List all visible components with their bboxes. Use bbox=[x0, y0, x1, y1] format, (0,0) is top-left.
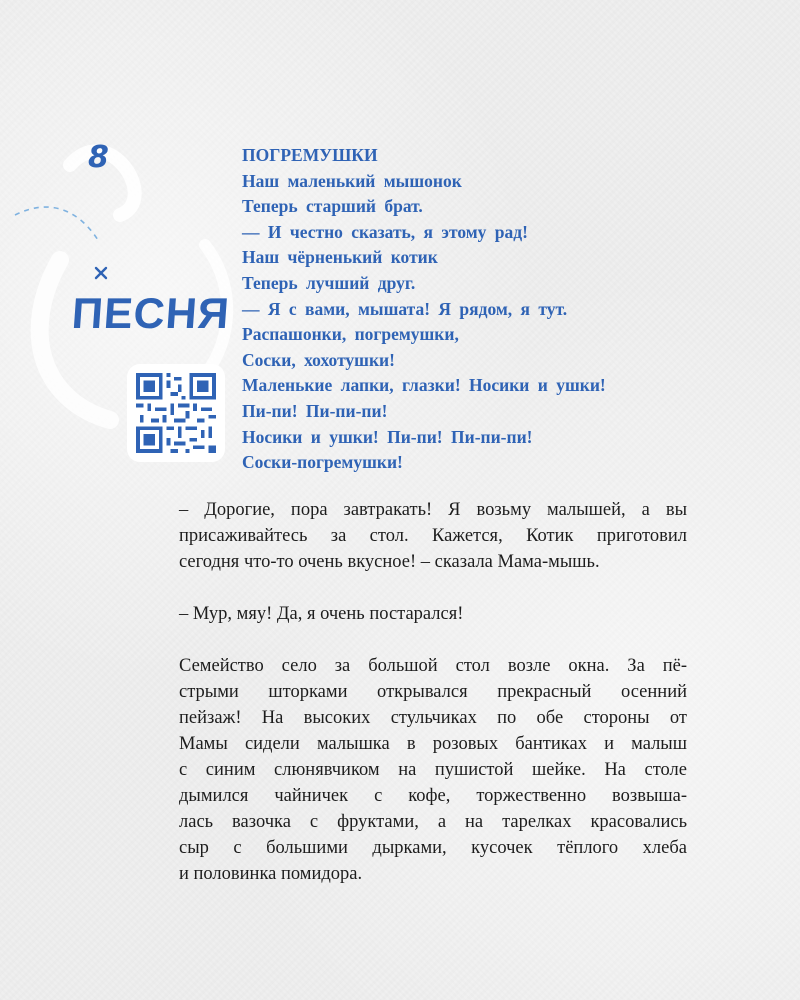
song-line: Наш маленький мышонок bbox=[242, 170, 462, 191]
song-line: Теперь лучший друг. bbox=[242, 272, 416, 293]
story-text bbox=[179, 497, 687, 887]
paragraph-line: сыр с большими дырками, кусочек тёплого хлеба bbox=[179, 838, 687, 858]
dialogue-line: – Мур, мяу! Да, я очень постарался! bbox=[179, 604, 464, 624]
paragraph-line: Семейство село за большой стол возле окна. За пё- bbox=[179, 656, 687, 676]
song-line: Пи-пи! Пи-пи-пи! bbox=[242, 400, 388, 421]
paragraph-line: лась вазочка с фруктами, а на тарелках красовались bbox=[179, 812, 687, 832]
song-line: Распашонки, погремушки, bbox=[242, 324, 459, 345]
song-line: Теперь старший брат. bbox=[242, 196, 423, 217]
qr-code-icon bbox=[136, 373, 216, 453]
paragraph-line: стрыми шторками открывался прекрасный осенний bbox=[179, 682, 687, 702]
paragraph-line: – Дорогие, пора завтракать! Я возьму малышей, а вы bbox=[179, 500, 687, 520]
paragraph-line: присаживайтесь за стол. Кажется, Котик приготовил bbox=[179, 526, 687, 546]
song-line: Соски-погремушки! bbox=[242, 452, 403, 473]
paragraph-line: Мамы сидели малышка в розовых бантиках и малыш bbox=[179, 734, 687, 754]
song-title: ПОГРЕМУШКИ bbox=[242, 145, 378, 165]
song-line: Маленькие лапки, глазки! Носики и ушки! bbox=[242, 375, 606, 396]
song-line: Носики и ушки! Пи-пи! Пи-пи-пи! bbox=[242, 426, 533, 447]
song-line: — И честно сказать, я этому рад! bbox=[242, 221, 528, 242]
paragraph-line: сегодня что-то очень вкусное! – сказала Мама-мышь. bbox=[179, 552, 600, 572]
song-line: — Я с вами, мышата! Я рядом, я тут. bbox=[242, 298, 568, 319]
paragraph-line: с синим слюнявчиком на пушистой шейке. На столе bbox=[179, 760, 687, 780]
song-line: Наш чёрненький котик bbox=[242, 247, 438, 268]
song-lyrics bbox=[242, 143, 762, 476]
song-line: Соски, хохотушки! bbox=[242, 349, 395, 370]
cross-mark-icon bbox=[96, 268, 106, 278]
paragraph-line: и половинка помидора. bbox=[179, 864, 363, 884]
section-label: ПЕСНЯ bbox=[70, 290, 232, 338]
page-number: 8 bbox=[88, 140, 109, 175]
paragraph-line: дымился чайничек с кофе, торжественно возвыша- bbox=[179, 786, 687, 806]
qr-code[interactable] bbox=[130, 367, 222, 459]
paragraph-line: пейзаж! На высоких стульчиках по обе стороны от bbox=[179, 708, 687, 728]
